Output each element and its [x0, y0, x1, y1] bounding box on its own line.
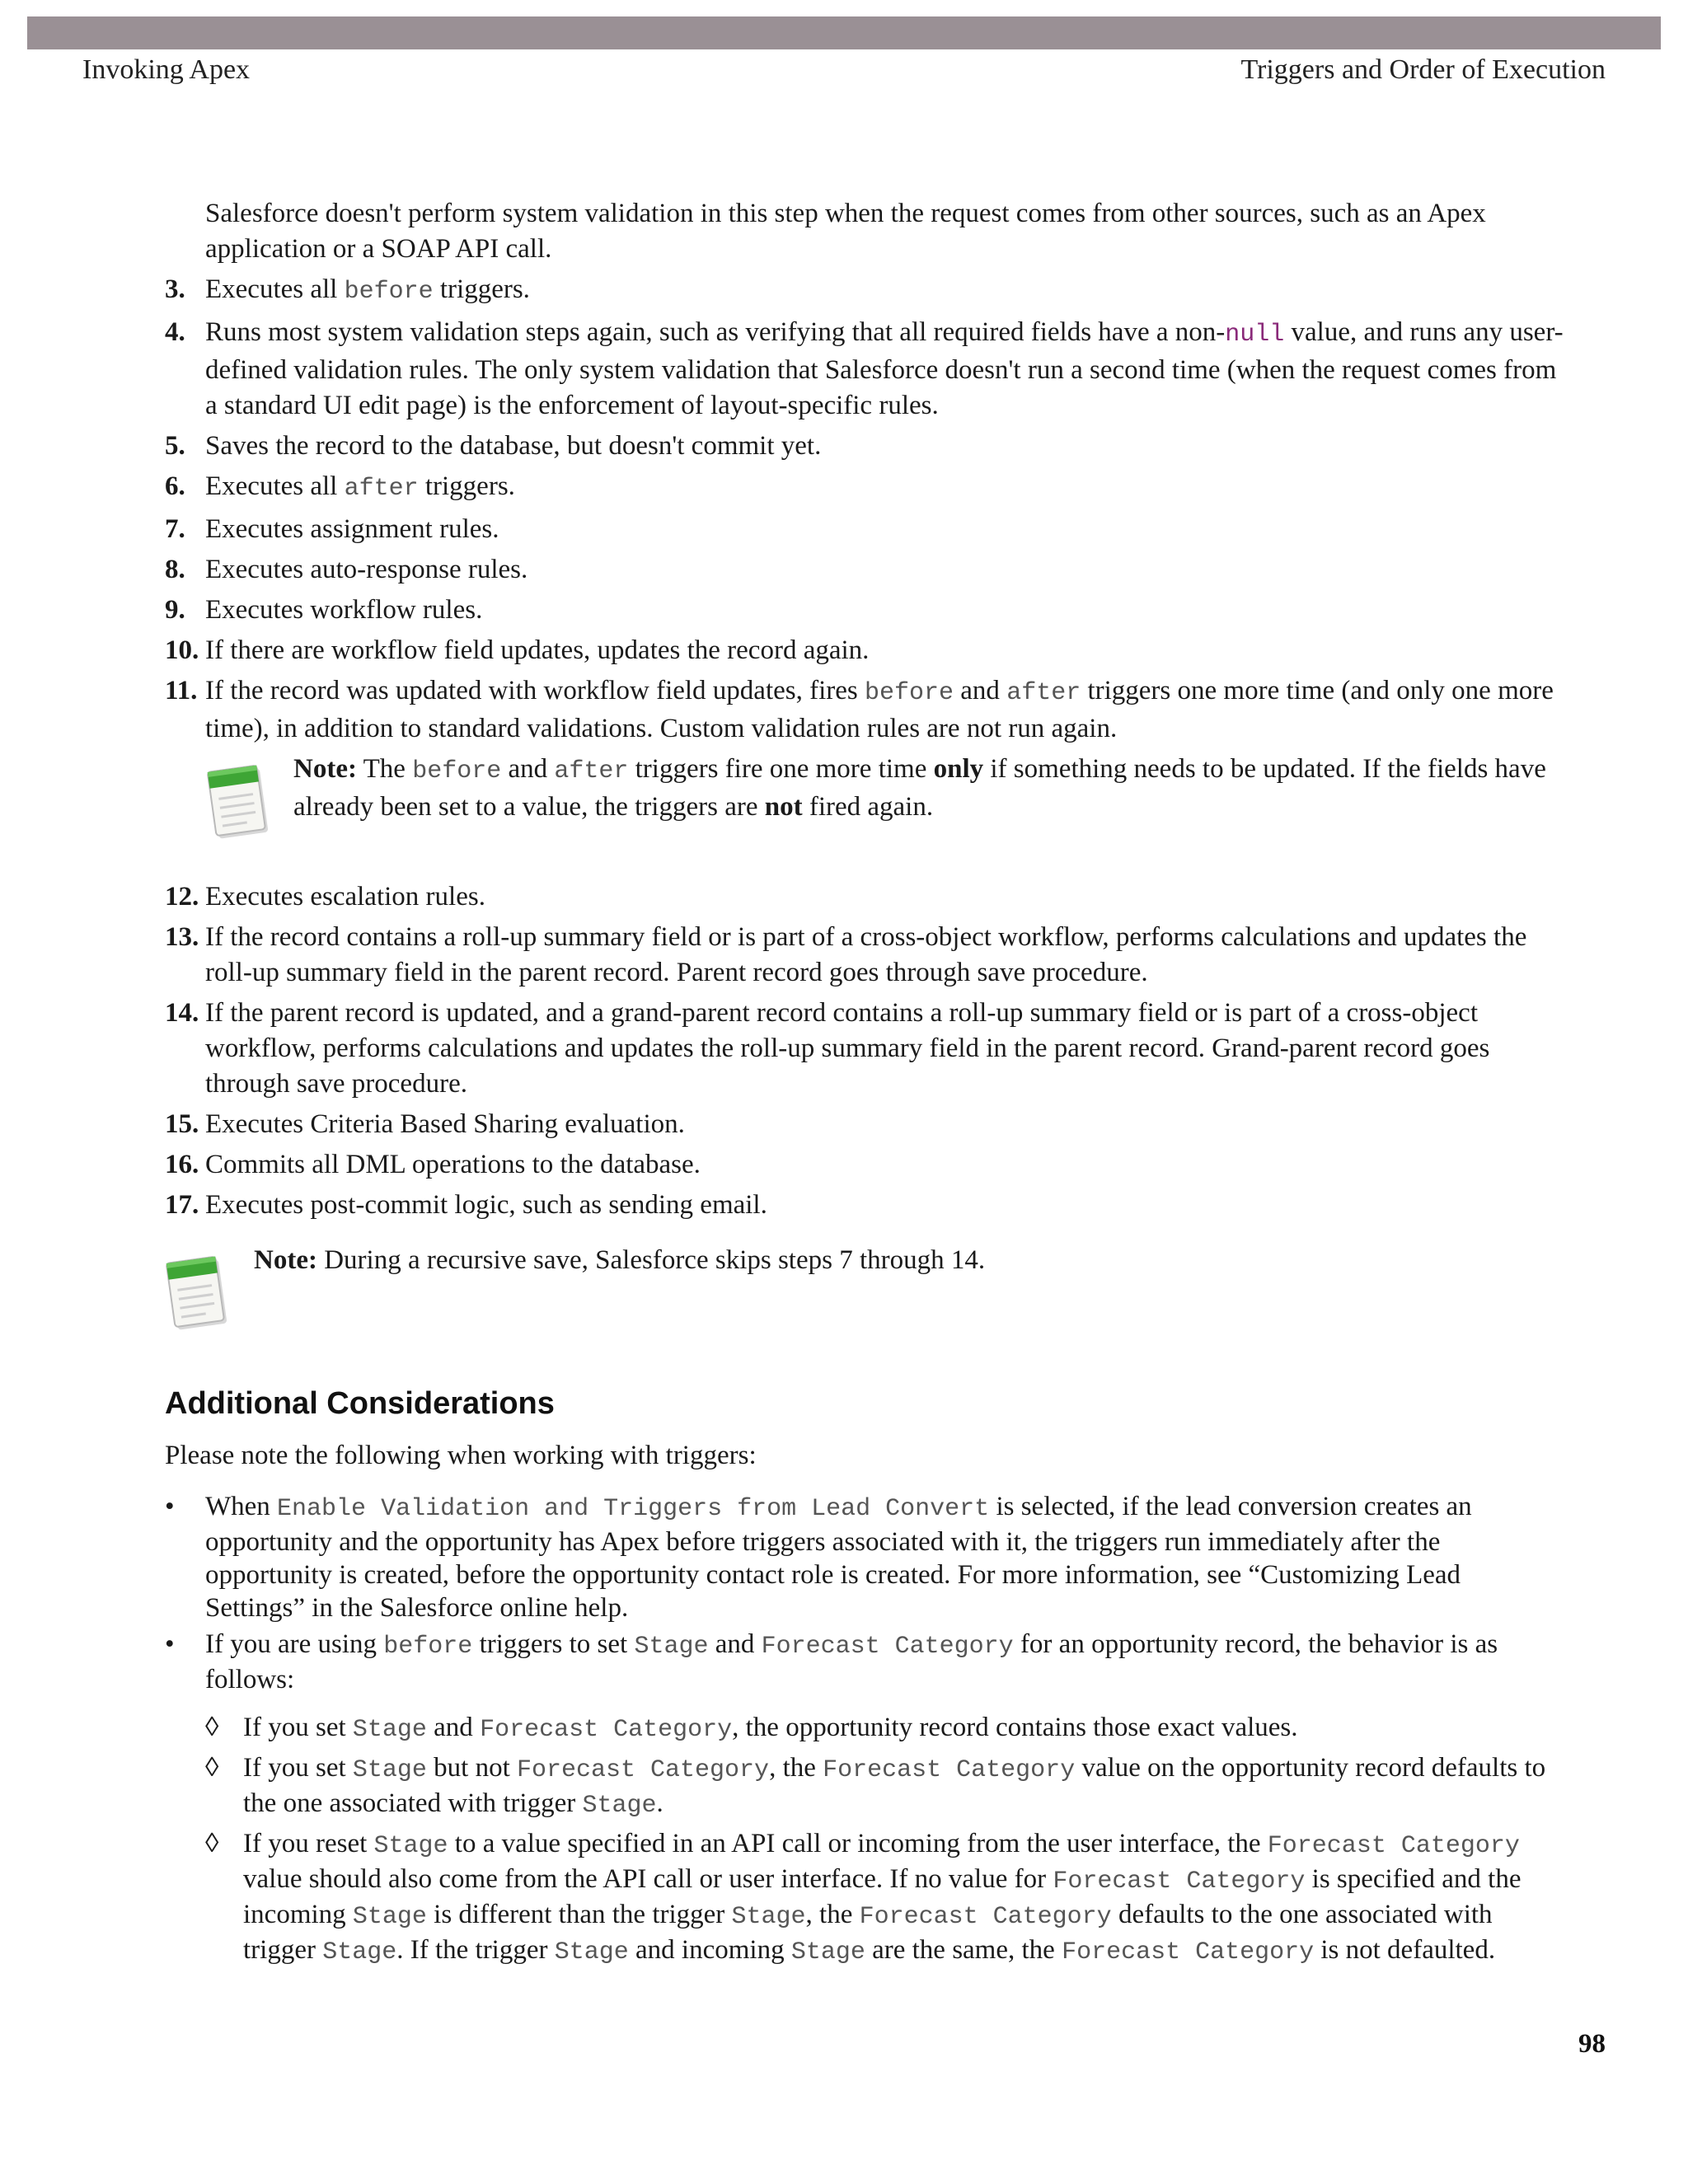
diamond-bullet-icon: ◊: [205, 1713, 219, 1742]
step-5: [165, 429, 1566, 464]
code-setting-name: Enable Validation and Triggers from Lead Convert: [277, 1495, 990, 1523]
step-text: Executes post-commit logic, such as sending email.: [205, 1190, 767, 1220]
step-number: 5.: [165, 431, 185, 461]
step-number: 15.: [165, 1109, 199, 1139]
note-callout: [206, 752, 1566, 825]
running-header-right: Triggers and Order of Execution: [1240, 54, 1606, 85]
step-number: 13.: [165, 922, 199, 952]
step-15: [165, 1107, 1566, 1142]
bullet-text: When Enable Validation and Triggers from Lead Convert is selected, if the lead conversion creates an opportunity and the opportunity has Apex before triggers associated with it, the triggers run immediately after the opportunity is created, before the opportunity contact role is created. For more information, see “Customizing Lead Settings” in the Salesforce online help.: [205, 1492, 1472, 1623]
note-icon: [165, 1251, 231, 1333]
step-number: 4.: [165, 317, 185, 347]
step-number: 11.: [165, 676, 198, 705]
sub-item: ◊ If you set Stage and Forecast Category, the opportunity record contains those exact values.: [205, 1711, 1566, 1746]
page-number: 98: [1578, 2029, 1606, 2059]
step-text: Executes Criteria Based Sharing evaluation.: [205, 1109, 685, 1139]
step-8: [165, 552, 1566, 588]
step-number: 9.: [165, 595, 185, 625]
step-14: [165, 996, 1566, 1102]
step-number: 3.: [165, 274, 185, 304]
code-before: before: [865, 679, 954, 707]
step-text: Executes escalation rules.: [205, 882, 485, 912]
step-text: Executes all after triggers.: [205, 471, 515, 503]
step-text: If there are workflow field updates, updates the record again.: [205, 635, 870, 665]
section-intro: Please note the following when working with triggers:: [165, 1441, 757, 1470]
step-text: Executes auto-response rules.: [205, 555, 528, 584]
step-10: [165, 633, 1566, 668]
sub-list: [205, 1711, 1566, 1969]
step-text: If the record was updated with workflow field updates, fires before and after triggers one more time (and only one more time), in addition to standard validations. Custom validation rules are not run again.: [205, 676, 1554, 743]
step-16: [165, 1147, 1566, 1183]
note-label: Note:: [254, 1245, 317, 1275]
list-item: [165, 1628, 1566, 1974]
code-after: after: [554, 757, 629, 785]
intro-paragraph: Salesforce doesn't perform system validation in this step when the request comes from other sources, such as an Apex application or a SOAP API call.: [205, 199, 1486, 264]
step-text: If the record contains a roll-up summary field or is part of a cross-object workflow, performs calculations and updates the roll-up summary field in the parent record. Parent record goes through save procedure.: [205, 922, 1527, 987]
bullet-mark: •: [165, 1492, 175, 1521]
step-7: [165, 512, 1566, 547]
step-number: 8.: [165, 555, 185, 584]
step-number: 14.: [165, 998, 199, 1028]
step-text: Executes assignment rules.: [205, 514, 499, 544]
note-text: Note: During a recursive save, Salesforce skips steps 7 through 14.: [254, 1245, 986, 1275]
note-callout: [165, 1243, 1525, 1278]
step-number: 16.: [165, 1150, 199, 1179]
step-number: 17.: [165, 1190, 199, 1220]
top-bar: [27, 16, 1661, 49]
steps-list-b: [165, 879, 1566, 1228]
sub-item: ◊ If you reset Stage to a value specified in an API call or incoming from the user interface, the Forecast Category value should also come from the API call or user interface. If no value for Forecast Category is specified and the incoming Stage is different than the trigger Stage, the Forecast Category defaults to the one associated with trigger Stage. If the trigger Stage and incoming Stage are the same, the Forecast Category is not defaulted.: [205, 1827, 1566, 1969]
list-item: [165, 1490, 1566, 1624]
step-text: Executes workflow rules.: [205, 595, 483, 625]
code-after: after: [1006, 679, 1081, 707]
step-number: 10.: [165, 635, 199, 665]
note-label: Note:: [293, 754, 357, 784]
step-number: 6.: [165, 471, 185, 501]
bullet-mark: •: [165, 1629, 175, 1659]
bullet-text: If you are using before triggers to set Stage and Forecast Category for an opportunity record, the behavior is as follows: ◊ If you set Stage and Forecast Category, the opportunity record contains those exact values. ◊ If you set Stage but not Forecast Category, the Forecast Category value on the opportunity record defaults to the one associated with trigger Stage. ◊ If you reset Stage to a value specified in an API call or incoming from the user interface, the Forecast Category value should also come from the API call or user interface. If no value for Forecast Category is specified and the incoming Stage is different than the trigger Stage, the Forecast Category defaults to the one associated with trigger Stage. If the trigger Stage and incoming Stage are the same, the Forecast Category is not defaulted.: [205, 1628, 1566, 1974]
sub-item: ◊ If you set Stage but not Forecast Category, the Forecast Category value on the opportunity record defaults to the one associated with trigger Stage.: [205, 1751, 1566, 1822]
step-text: Saves the record to the database, but doesn't commit yet.: [205, 431, 822, 461]
note-icon: [206, 760, 272, 842]
step-3: [165, 272, 1566, 310]
step-number: 7.: [165, 514, 185, 544]
steps-list-a: [165, 272, 1566, 752]
diamond-bullet-icon: ◊: [205, 1753, 219, 1783]
step-9: [165, 593, 1566, 628]
step-17: [165, 1188, 1566, 1223]
code-after: after: [344, 475, 419, 503]
diamond-bullet-icon: ◊: [205, 1829, 219, 1858]
section-heading: Additional Considerations: [165, 1386, 555, 1421]
step-number: 12.: [165, 882, 199, 912]
code-before: before: [412, 757, 502, 785]
step-4: [165, 315, 1566, 424]
code-before: before: [344, 278, 434, 306]
step-6: [165, 469, 1566, 507]
code-null: null: [1225, 321, 1285, 349]
note-text: Note: The before and after triggers fire one more time only if something needs to be updated. If the fields have already been set to a value, the triggers are not fired again.: [293, 754, 1546, 822]
considerations-list: [165, 1490, 1566, 1977]
step-11: [165, 673, 1566, 747]
step-12: [165, 879, 1566, 915]
step-text: Executes all before triggers.: [205, 274, 530, 306]
step-text: Commits all DML operations to the database.: [205, 1150, 701, 1179]
step-text: Runs most system validation steps again, such as verifying that all required fields have a non-null value, and runs any user-defined validation rules. The only system validation that Salesforce doesn't run a second time (when the request comes from a standard UI edit page) is the enforcement of layout-specific rules.: [205, 317, 1564, 420]
step-text: If the parent record is updated, and a grand-parent record contains a roll-up summary field or is part of a cross-object workflow, performs calculations and updates the roll-up summary field in the parent record. Grand-parent record goes through save procedure.: [205, 998, 1490, 1099]
running-header-left: Invoking Apex: [82, 54, 251, 85]
step-13: [165, 920, 1566, 991]
